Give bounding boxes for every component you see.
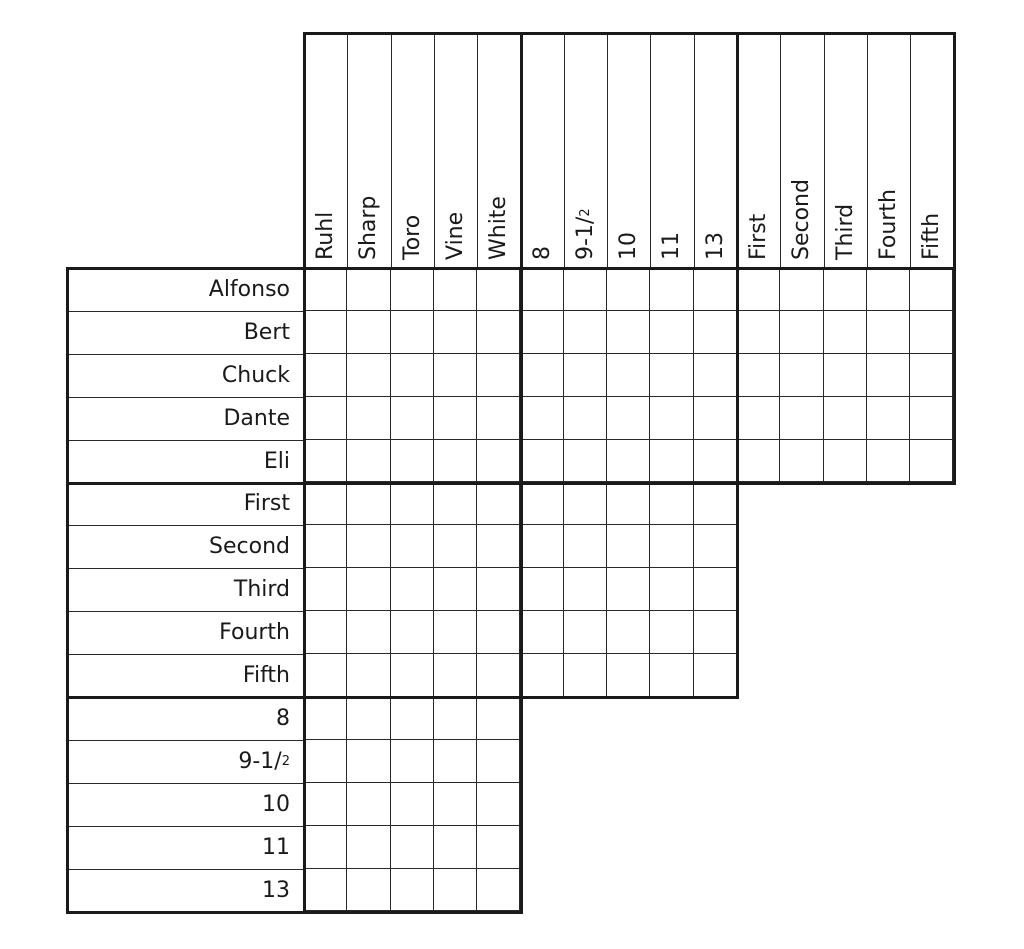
grid-cell[interactable] bbox=[391, 311, 434, 354]
grid-cell[interactable] bbox=[650, 525, 693, 568]
header-column-divider bbox=[564, 32, 565, 268]
grid-cell[interactable] bbox=[694, 311, 737, 354]
grid-cell[interactable] bbox=[347, 654, 390, 697]
grid-cell[interactable] bbox=[824, 354, 867, 397]
header-column-divider bbox=[824, 32, 825, 268]
column-label-orders-second: Second bbox=[789, 179, 815, 260]
grid-cell[interactable] bbox=[304, 654, 347, 697]
grid-cell[interactable] bbox=[780, 354, 823, 397]
grid-cell[interactable] bbox=[347, 611, 390, 654]
grid-cell[interactable] bbox=[347, 869, 390, 912]
grid-cell[interactable] bbox=[607, 611, 650, 654]
grid-cell[interactable] bbox=[347, 697, 390, 740]
grid-cell[interactable] bbox=[694, 568, 737, 611]
grid-cell[interactable] bbox=[521, 311, 564, 354]
grid-cell[interactable] bbox=[607, 354, 650, 397]
grid-cell[interactable] bbox=[780, 397, 823, 440]
row-label-orders-second: Second bbox=[209, 534, 290, 560]
grid-cell[interactable] bbox=[564, 611, 607, 654]
grid-cell[interactable] bbox=[564, 397, 607, 440]
grid-cell[interactable] bbox=[564, 268, 607, 311]
row-label-orders-fifth: Fifth bbox=[242, 663, 290, 689]
grid-cell[interactable] bbox=[391, 783, 434, 826]
grid-cell[interactable] bbox=[521, 568, 564, 611]
grid-cell[interactable] bbox=[564, 525, 607, 568]
grid-cell[interactable] bbox=[564, 568, 607, 611]
grid-cell[interactable] bbox=[477, 654, 520, 697]
grid-cell[interactable] bbox=[304, 568, 347, 611]
grid-cell[interactable] bbox=[650, 268, 693, 311]
header-column-divider bbox=[694, 32, 695, 268]
grid-cell[interactable] bbox=[867, 311, 910, 354]
grid-cell[interactable] bbox=[434, 268, 477, 311]
grid-cell[interactable] bbox=[824, 311, 867, 354]
grid-cell[interactable] bbox=[434, 483, 477, 526]
grid-cell[interactable] bbox=[867, 440, 910, 483]
grid-cell[interactable] bbox=[564, 654, 607, 697]
grid-cell[interactable] bbox=[650, 654, 693, 697]
header-column-divider bbox=[780, 32, 781, 268]
grid-cell[interactable] bbox=[304, 783, 347, 826]
grid-cell[interactable] bbox=[391, 826, 434, 869]
grid-cell[interactable] bbox=[477, 826, 520, 869]
row-label-numbers-11: 11 bbox=[262, 834, 290, 860]
grid-cell[interactable] bbox=[434, 354, 477, 397]
grid-cell[interactable] bbox=[650, 354, 693, 397]
header-column-divider bbox=[434, 32, 435, 268]
grid-cell[interactable] bbox=[867, 397, 910, 440]
row-label-numbers-9-1-2: 9-1/ 2 bbox=[238, 748, 290, 774]
grid-cell[interactable] bbox=[304, 869, 347, 912]
grid-cell[interactable] bbox=[434, 311, 477, 354]
grid-cell[interactable] bbox=[391, 525, 434, 568]
grid-cell[interactable] bbox=[694, 525, 737, 568]
grid-cell[interactable] bbox=[434, 525, 477, 568]
grid-cell[interactable] bbox=[737, 268, 780, 311]
grid-cell[interactable] bbox=[434, 654, 477, 697]
grid-cell[interactable] bbox=[477, 397, 520, 440]
grid-cell[interactable] bbox=[737, 440, 780, 483]
grid-cell[interactable] bbox=[477, 525, 520, 568]
grid-cell[interactable] bbox=[780, 440, 823, 483]
grid-cell[interactable] bbox=[521, 525, 564, 568]
grid-cell[interactable] bbox=[477, 268, 520, 311]
grid-cell[interactable] bbox=[347, 397, 390, 440]
grid-cell[interactable] bbox=[391, 483, 434, 526]
header-column-divider bbox=[867, 32, 868, 268]
grid-cell[interactable] bbox=[607, 440, 650, 483]
grid-cell[interactable] bbox=[391, 869, 434, 912]
grid-cell[interactable] bbox=[304, 525, 347, 568]
grid-cell[interactable] bbox=[521, 268, 564, 311]
grid-cell[interactable] bbox=[910, 397, 953, 440]
grid-cell[interactable] bbox=[694, 440, 737, 483]
grid-cell[interactable] bbox=[607, 311, 650, 354]
grid-cell[interactable] bbox=[477, 311, 520, 354]
grid-cell[interactable] bbox=[434, 611, 477, 654]
header-column-divider bbox=[650, 32, 651, 268]
column-label-numbers-8: 8 bbox=[529, 246, 555, 260]
header-column-divider bbox=[477, 32, 478, 268]
grid-cell[interactable] bbox=[910, 354, 953, 397]
grid-cell[interactable] bbox=[477, 354, 520, 397]
grid-cell[interactable] bbox=[304, 354, 347, 397]
grid-cell[interactable] bbox=[434, 397, 477, 440]
grid-cell[interactable] bbox=[867, 268, 910, 311]
row-label-numbers-8: 8 bbox=[276, 705, 290, 731]
grid-cell[interactable] bbox=[564, 311, 607, 354]
column-label-surnames-sharp: Sharp bbox=[356, 195, 382, 260]
grid-cell[interactable] bbox=[780, 311, 823, 354]
grid-cell[interactable] bbox=[304, 611, 347, 654]
header-column-divider bbox=[607, 32, 608, 268]
grid-cell[interactable] bbox=[650, 568, 693, 611]
row-label-orders-fourth: Fourth bbox=[219, 620, 290, 646]
row-label-numbers-10: 10 bbox=[262, 791, 290, 817]
column-label-surnames-toro: Toro bbox=[399, 214, 425, 260]
grid-cell[interactable] bbox=[391, 654, 434, 697]
row-label-people-bert: Bert bbox=[243, 319, 290, 345]
grid-cell[interactable] bbox=[521, 483, 564, 526]
grid-cell[interactable] bbox=[737, 354, 780, 397]
column-label-numbers-13: 13 bbox=[702, 232, 728, 260]
grid-cell[interactable] bbox=[737, 397, 780, 440]
grid-cell[interactable] bbox=[391, 697, 434, 740]
grid-cell[interactable] bbox=[910, 311, 953, 354]
grid-cell[interactable] bbox=[347, 826, 390, 869]
grid-cell[interactable] bbox=[607, 268, 650, 311]
column-label-surnames-ruhl: Ruhl bbox=[313, 211, 339, 260]
grid-cell[interactable] bbox=[694, 483, 737, 526]
row-label-people-dante: Dante bbox=[223, 405, 290, 431]
grid-cell[interactable] bbox=[824, 440, 867, 483]
grid-cell[interactable] bbox=[391, 397, 434, 440]
grid-cell[interactable] bbox=[477, 869, 520, 912]
grid-cell[interactable] bbox=[910, 440, 953, 483]
grid-cell[interactable] bbox=[650, 611, 693, 654]
grid-cell[interactable] bbox=[434, 740, 477, 783]
grid-cell[interactable] bbox=[434, 783, 477, 826]
grid-cell[interactable] bbox=[607, 397, 650, 440]
row-label-people-eli: Eli bbox=[263, 448, 290, 474]
header-column-divider bbox=[391, 32, 392, 268]
grid-cell[interactable] bbox=[347, 783, 390, 826]
grid-cell[interactable] bbox=[347, 483, 390, 526]
grid-cell[interactable] bbox=[304, 826, 347, 869]
grid-cell[interactable] bbox=[477, 483, 520, 526]
grid-cell[interactable] bbox=[737, 311, 780, 354]
grid-cell[interactable] bbox=[694, 397, 737, 440]
grid-cell[interactable] bbox=[824, 397, 867, 440]
row-label-orders-first: First bbox=[243, 491, 290, 517]
row-label-numbers-13: 13 bbox=[262, 877, 290, 903]
grid-cell[interactable] bbox=[347, 268, 390, 311]
grid-cell[interactable] bbox=[391, 440, 434, 483]
grid-cell[interactable] bbox=[347, 525, 390, 568]
grid-cell[interactable] bbox=[477, 611, 520, 654]
grid-cell[interactable] bbox=[347, 440, 390, 483]
grid-cell[interactable] bbox=[434, 440, 477, 483]
grid-cell[interactable] bbox=[607, 654, 650, 697]
grid-cell[interactable] bbox=[391, 740, 434, 783]
grid-cell[interactable] bbox=[347, 568, 390, 611]
row-label-people-chuck: Chuck bbox=[221, 362, 290, 388]
grid-cell[interactable] bbox=[304, 697, 347, 740]
header-column-divider bbox=[347, 32, 348, 268]
grid-cell[interactable] bbox=[434, 826, 477, 869]
row-label-orders-third: Third bbox=[233, 577, 290, 603]
column-label-numbers-11: 11 bbox=[659, 232, 685, 260]
grid-cell[interactable] bbox=[780, 268, 823, 311]
grid-cell[interactable] bbox=[477, 783, 520, 826]
grid-cell[interactable] bbox=[477, 568, 520, 611]
header-column-divider bbox=[910, 32, 911, 268]
column-label-numbers-10: 10 bbox=[616, 232, 642, 260]
grid-cell[interactable] bbox=[391, 611, 434, 654]
column-label-surnames-vine: Vine bbox=[443, 211, 469, 260]
column-label-orders-fourth: Fourth bbox=[876, 189, 902, 260]
grid-cell[interactable] bbox=[304, 740, 347, 783]
column-label-numbers-9-1-2: 9-1/ 2 bbox=[572, 208, 598, 260]
grid-cell[interactable] bbox=[391, 568, 434, 611]
grid-cell[interactable] bbox=[607, 525, 650, 568]
column-label-orders-fifth: Fifth bbox=[919, 212, 945, 260]
grid-cell[interactable] bbox=[694, 611, 737, 654]
grid-cell[interactable] bbox=[564, 440, 607, 483]
grid-cell[interactable] bbox=[477, 440, 520, 483]
grid-cell[interactable] bbox=[694, 654, 737, 697]
grid-cell[interactable] bbox=[434, 869, 477, 912]
grid-cell[interactable] bbox=[607, 568, 650, 611]
grid-cell[interactable] bbox=[391, 354, 434, 397]
grid-cell[interactable] bbox=[521, 654, 564, 697]
grid-cell[interactable] bbox=[564, 354, 607, 397]
grid-cell[interactable] bbox=[650, 397, 693, 440]
grid-cell[interactable] bbox=[521, 354, 564, 397]
grid-cell[interactable] bbox=[694, 268, 737, 311]
grid-cell[interactable] bbox=[347, 740, 390, 783]
grid-cell[interactable] bbox=[694, 354, 737, 397]
grid-cell[interactable] bbox=[607, 483, 650, 526]
grid-cell[interactable] bbox=[867, 354, 910, 397]
grid-cell[interactable] bbox=[434, 568, 477, 611]
grid-cell[interactable] bbox=[824, 268, 867, 311]
grid-cell[interactable] bbox=[521, 611, 564, 654]
row-label-people-alfonso: Alfonso bbox=[208, 276, 290, 302]
grid-cell[interactable] bbox=[304, 268, 347, 311]
column-label-surnames-white: White bbox=[486, 196, 512, 260]
grid-cell[interactable] bbox=[304, 397, 347, 440]
grid-cell[interactable] bbox=[347, 354, 390, 397]
column-label-orders-first: First bbox=[746, 213, 772, 260]
grid-cell[interactable] bbox=[564, 483, 607, 526]
grid-cell[interactable] bbox=[347, 311, 390, 354]
grid-cell[interactable] bbox=[477, 697, 520, 740]
grid-cell[interactable] bbox=[304, 311, 347, 354]
grid-cell[interactable] bbox=[304, 483, 347, 526]
grid-cell[interactable] bbox=[521, 440, 564, 483]
grid-cell[interactable] bbox=[304, 440, 347, 483]
grid-cell[interactable] bbox=[910, 268, 953, 311]
column-label-orders-third: Third bbox=[832, 203, 858, 260]
grid-cell[interactable] bbox=[434, 697, 477, 740]
grid-cell[interactable] bbox=[521, 397, 564, 440]
grid-cell[interactable] bbox=[650, 311, 693, 354]
grid-cell[interactable] bbox=[477, 740, 520, 783]
grid-cell[interactable] bbox=[650, 483, 693, 526]
grid-cell[interactable] bbox=[650, 440, 693, 483]
grid-cell[interactable] bbox=[391, 268, 434, 311]
